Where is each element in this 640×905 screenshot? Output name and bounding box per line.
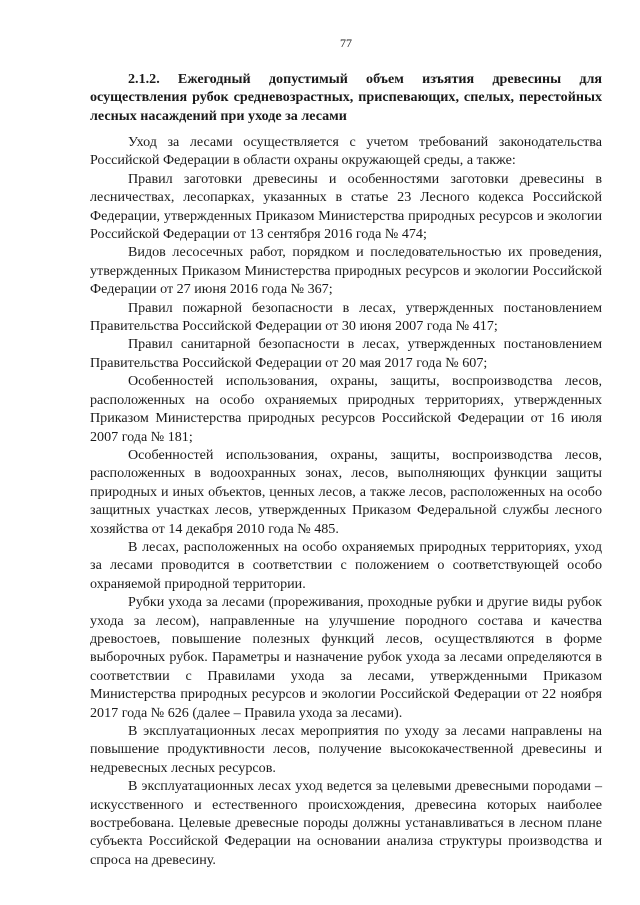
paragraph-sanitary-safety: Правил санитарной безопасности в лесах, утвержденных постановлением Правительства Российской Федерации от 20 мая 2017 года № 607; [90, 336, 602, 371]
paragraph-protected-territory-care: В лесах, расположенных на особо охраняемых природных территориях, уход за лесами проводится в соответствии с положением о соответствующей особо охраняемой природной территории. [90, 538, 602, 592]
paragraph-harvesting-rules: Правил заготовки древесины и особенностями заготовки древесины в лесничествах, лесопарках, указанных в статье 23 Лесного кодекса Российской Федерации, утвержденных Приказом Министерства природных ресурсов и экологии Российской Федерации от 13 сентября 2016 года № 474; [90, 170, 602, 243]
body-text [90, 133, 602, 869]
paragraph-target-species: В эксплуатационных лесах уход ведется за целевыми древесными породами – искусственного и естественного происхождения, древесина которых наиболее востребована. Целевые древесные породы должны устанавливаться в лесном плане субъекта Российской Федерации на основании анализа структуры производства и спроса на древесину. [90, 778, 602, 868]
paragraph-water-protection-zones: Особенностей использования, охраны, защиты, воспроизводства лесов, расположенных в водоохранных зонах, лесов, выполняющих функции защиты природных и иных объектов, ценных лесов, а также лесов, расположенных на особо защитных участках лесов, утвержденных Приказом Федеральной службы лесного хозяйства от 14 декабря 2010 года № 485. [90, 446, 602, 537]
paragraph-thinning-cuts: Рубки ухода за лесами (прореживания, проходные рубки и другие виды рубок ухода за лесом), направленные на улучшение породного состава и качества древостоев, повышение полезных функций лесов, осуществляются в форме выборочных рубок. Параметры и назначение рубок ухода за лесами определяются в соответствии с Правилами ухода за лесами, утвержденными Приказом Министерства природных ресурсов и экологии Российской Федерации от 22 ноября 2017 года № 626 (далее – Правила ухода за лесами). [90, 594, 602, 721]
paragraph-intro: Уход за лесами осуществляется с учетом требований законодательства Российской Федерации в области охраны окружающей среды, а также: [90, 134, 602, 169]
section-heading: 2.1.2. Ежегодный допустимый объем изъятия древесины для осуществления рубок средневозрастных, приспевающих, спелых, перестойных лесных насаждений при уходе за лесами [90, 71, 602, 124]
page-number: 77 [340, 36, 352, 50]
paragraph-exploitation-forests-goals: В эксплуатационных лесах мероприятия по уходу за лесами направлены на повышение продуктивности лесов, получение высококачественной древесины и недревесных лесных ресурсов. [90, 723, 602, 776]
paragraph-logging-work-types: Видов лесосечных работ, порядком и последовательностью их проведения, утвержденных Приказом Министерства природных ресурсов и экологии Российской Федерации от 27 июня 2016 года № 367; [90, 244, 602, 298]
paragraph-protected-areas: Особенностей использования, охраны, защиты, воспроизводства лесов, расположенных на особо охраняемых природных территориях, утвержденных Приказом Министерства природных ресурсов Российской Федерации от 16 июля 2007 года № 181; [90, 373, 602, 445]
paragraph-fire-safety: Правил пожарной безопасности в лесах, утвержденных постановлением Правительства Российской Федерации от 30 июня 2007 года № 417; [90, 299, 602, 335]
